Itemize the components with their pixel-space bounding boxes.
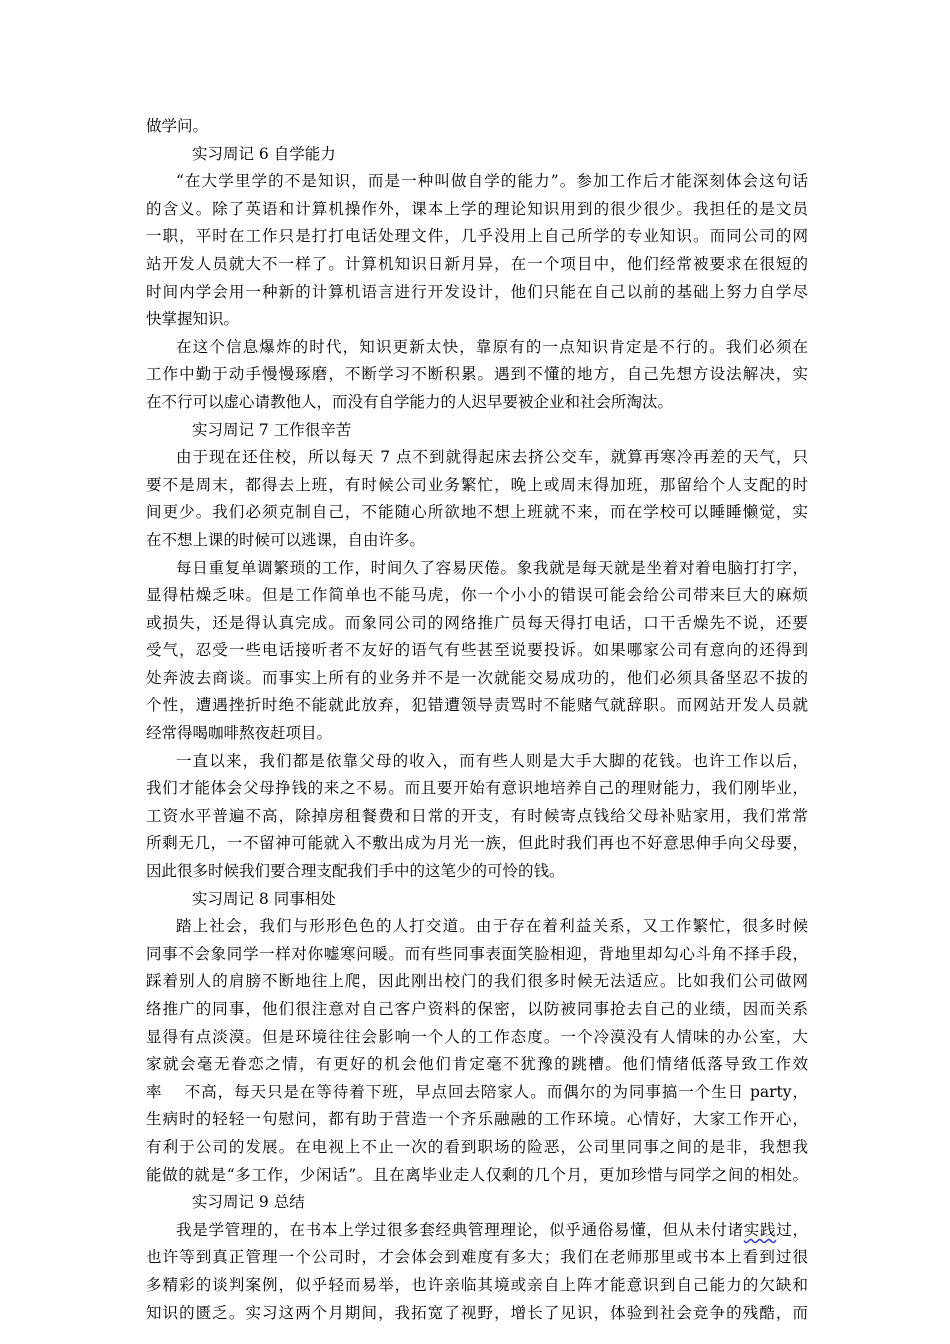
section-heading: 实习周记 8 同事相处 [192, 889, 336, 908]
section-heading: 实习周记 6 自学能力 [192, 144, 336, 163]
paragraph-line: 间更少。我们必须克制自己，不能随心所欲地不想上班就不来，而在学校可以睡睡懒觉，实 [146, 503, 808, 522]
document-page [146, 113, 808, 1327]
paragraph-line: 率 不高，每天只是在等待着下班，早点回去陪家人。而偶尔的为同事搞一个生日 party， [146, 1082, 808, 1101]
paragraph-line: 或损失，还是得认真完成。而象同公司的网络推广员每天得打电话，口干舌燥先不说，还要 [146, 613, 808, 632]
paragraph-line: 能做的就是“多工作，少闲话”。且在离毕业走人仅剩的几个月，更加珍惜与同学之间的相处。 [146, 1165, 808, 1184]
paragraph-line: 站开发人员就大不一样了。计算机知识日新月异，在一个项目中，他们经常被要求在很短的 [146, 254, 808, 273]
paragraph-line: 个性，遭遇挫折时绝不能就此放弃，犯错遭领导责骂时不能赌气就辞职。而网站开发人员就 [146, 696, 808, 715]
paragraph-line: 时间内学会用一种新的计算机语言进行开发设计，他们只能在自己以前的基础上努力自学尽 [146, 282, 808, 301]
paragraph-line: 显得有点淡漠。但是环境往往会影响一个人的工作态度。一个冷漠没有人情味的办公室，大 [146, 1027, 808, 1046]
paragraph-line: 多精彩的谈判案例，似乎轻而易举，也许亲临其境或亲自上阵才能意识到自己能力的欠缺和 [146, 1275, 808, 1294]
paragraph-line: 的含义。除了英语和计算机操作外，课本上学的理论知识用到的很少很少。我担任的是文员 [146, 199, 808, 218]
paragraph-last-line: 在不行可以虚心请教他人，而没有自学能力的人迟早要被企业和社会所淘汰。 [146, 392, 674, 411]
paragraph-last-line: 快掌握知识。 [146, 310, 240, 329]
paragraph-first-line: 每日重复单调繁琐的工作，时间久了容易厌倦。象我就是每天就是坐着对着电脑打打字， [176, 558, 808, 577]
paragraph-line: 要不是周末，都得去上班，有时候公司业务繁忙，晚上或周末得加班，那留给个人支配的时 [146, 475, 808, 494]
paragraph-line: 家就会毫无眷恋之情，有更好的机会他们肯定毫不犹豫的跳槽。他们情绪低落导致工作效 [146, 1055, 808, 1074]
section-heading: 实习周记 7 工作很辛苦 [192, 420, 352, 439]
paragraph-line: 知识的匮乏。实习这两个月期间，我拓宽了视野，增长了见识，体验到社会竞争的残酷，而 [146, 1303, 808, 1322]
paragraph-first-line: 踏上社会，我们与形形色色的人打交道。由于存在着利益关系，又工作繁忙，很多时候 [176, 917, 808, 936]
paragraph-last-line: 做学问。 [146, 117, 209, 135]
paragraph-line: 工作中勤于动手慢慢琢磨，不断学习不断积累。遇到不懂的地方，自己先想方设法解决，实 [146, 365, 808, 384]
paragraph-line: 络推广的同事，他们很注意对自己客户资料的保密，以防被同事抢去自己的业绩，因而关系 [146, 1000, 808, 1018]
paragraph-last-line: 因此很多时候我们要合理支配我们手中的这笔少的可怜的钱。 [146, 862, 565, 881]
paragraph-line: 有利于公司的发展。在电视上不止一次的看到职场的险恶，公司里同事之间的是非，我想我 [146, 1137, 808, 1156]
spellcheck-underlined-word: 实践 [743, 1220, 777, 1239]
paragraph-last-line: 在不想上课的时候可以逃课，自由许多。 [146, 530, 426, 549]
paragraph-line: 工资水平普遍不高，除掉房租餐费和日常的开支，有时候寄点钱给父母补贴家用，我们常常 [146, 806, 808, 825]
section-heading: 实习周记 9 总结 [192, 1193, 305, 1212]
paragraph-line: 显得枯燥乏味。但是工作简单也不能马虎，你一个小小的错误可能会给公司带来巨大的麻烦 [146, 586, 808, 605]
paragraph-line: 同事不会象同学一样对你嘘寒问暖。而有些同事表面笑脸相迎，背地里却勾心斗角不择手段， [146, 944, 808, 963]
paragraph-line: 处奔波去商谈。而事实上所有的业务并不是一次就能交易成功的，他们必须具备坚忍不拔的 [146, 668, 808, 687]
paragraph-first-line [146, 1217, 808, 1245]
paragraph-line: 我们才能体会父母挣钱的来之不易。而且要开始有意识地培养自己的理财能力，我们刚毕业， [146, 779, 808, 798]
paragraph-first-line: 一直以来，我们都是依靠父母的收入，而有些人则是大手大脚的花钱。也许工作以后， [176, 751, 808, 770]
paragraph-last-line: 经常得喝咖啡熬夜赶项目。 [146, 724, 333, 743]
paragraph-first-line: “在大学里学的不是知识，而是一种叫做自学的能力”。参加工作后才能深刻体会这句话 [176, 172, 808, 191]
text-run: 我是学管理的，在书本上学过很多套经典管理理论，似乎通俗易懂，但从未付诸 [176, 1220, 744, 1239]
paragraph-line: 也许等到真正管理一个公司时，才会体会到难度有多大；我们在老师那里或书本上看到过很 [146, 1248, 808, 1267]
paragraph-line: 所剩无几，一不留神可能就入不敷出成为月光一族，但此时我们再也不好意思伸手向父母要， [146, 834, 808, 853]
paragraph-line: 受气，忍受一些电话接听者不友好的语气有些甚至说要投诉。如果哪家公司有意向的还得到 [146, 641, 808, 660]
paragraph-first-line: 由于现在还住校，所以每天 7 点不到就得起床去挤公交车，就算再寒冷再差的天气，只 [176, 448, 808, 467]
paragraph-line: 一职，平时在工作只是打打电话处理文件，几乎没用上自己所学的专业知识。而同公司的网 [146, 227, 808, 246]
paragraph-line: 生病时的轻轻一句慰问，都有助于营造一个齐乐融融的工作环境。心情好，大家工作开心， [146, 1110, 808, 1129]
paragraph-line: 踩着别人的肩膀不断地往上爬，因此刚出校门的我们很多时候无法适应。比如我们公司做网 [146, 972, 808, 991]
text-run: 过， [776, 1220, 808, 1239]
paragraph-first-line: 在这个信息爆炸的时代，知识更新太快，靠原有的一点知识肯定是不行的。我们必须在 [176, 337, 808, 356]
